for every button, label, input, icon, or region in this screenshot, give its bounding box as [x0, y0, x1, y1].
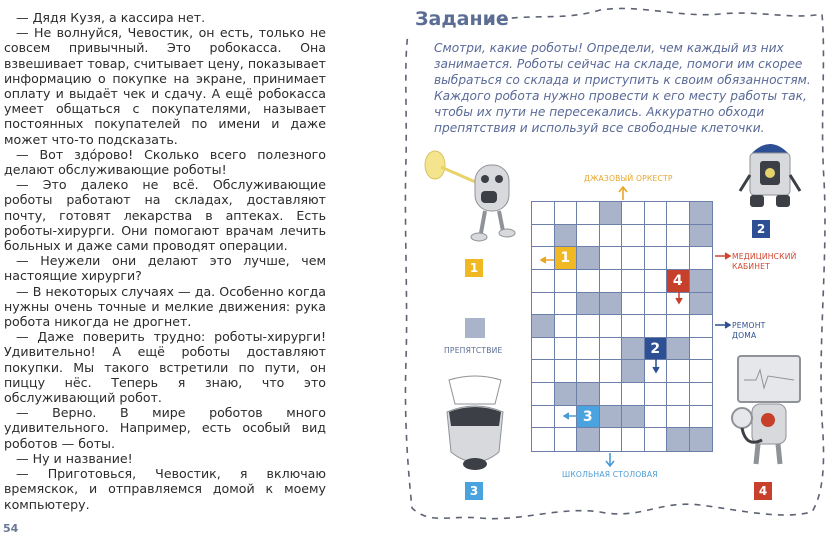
robot-1-badge: 1: [465, 259, 483, 277]
grid-cell-empty[interactable]: [690, 406, 713, 429]
grid-cell-empty[interactable]: [622, 383, 645, 406]
grid-cell-obstacle[interactable]: [690, 270, 713, 293]
grid-cell-empty[interactable]: [532, 293, 555, 316]
grid-cell-obstacle[interactable]: [555, 225, 578, 248]
grid-cell-obstacle[interactable]: [577, 428, 600, 451]
grid-cell-empty[interactable]: [690, 247, 713, 270]
story-paragraph: — Верно. В мире роботов много удивительного. Например, есть особый вид роботов — боты.: [4, 405, 326, 451]
story-paragraph: — Не волнуйся, Чевостик, он есть, только не совсем привычный. Это робокасса. Она взвешивает товар, считывает цену, показывает информацию о покупке на экране, принимает оплату и выдаёт чек и сдачу. А ещё робокасса умеет общаться с покупателями, называет постоянных покупателей по имени и даже может что-то подсказать.: [4, 25, 326, 147]
grid-cell-robot-3[interactable]: 3: [577, 406, 600, 429]
grid-cell-empty[interactable]: [532, 360, 555, 383]
maze-grid: [531, 201, 713, 452]
grid-cell-obstacle[interactable]: [690, 428, 713, 451]
grid-cell-empty[interactable]: [622, 225, 645, 248]
trumpet-robot-illustration: [415, 145, 525, 255]
grid-cell-empty[interactable]: [667, 406, 690, 429]
grid-cell-empty[interactable]: [667, 360, 690, 383]
repair-robot-illustration: [730, 135, 810, 215]
grid-cell-obstacle[interactable]: [577, 383, 600, 406]
arrow-down-icon: [605, 453, 615, 467]
grid-cell-empty[interactable]: [645, 202, 668, 225]
grid-cell-empty[interactable]: [622, 315, 645, 338]
grid-cell-empty[interactable]: [532, 225, 555, 248]
grid-cell-empty[interactable]: [600, 270, 623, 293]
grid-cell-empty[interactable]: [645, 293, 668, 316]
story-paragraph: — Приготовься, Чевостик, я включаю времяскок, и отправляемся домой к моему компьютеру.: [4, 466, 326, 512]
grid-cell-empty[interactable]: [667, 202, 690, 225]
grid-cell-empty[interactable]: [622, 202, 645, 225]
grid-cell-empty[interactable]: [577, 202, 600, 225]
grid-cell-obstacle[interactable]: [600, 406, 623, 429]
grid-cell-obstacle[interactable]: [577, 293, 600, 316]
grid-cell-obstacle[interactable]: [577, 247, 600, 270]
grid-cell-obstacle[interactable]: [667, 428, 690, 451]
grid-cell-empty[interactable]: [667, 247, 690, 270]
grid-cell-empty[interactable]: [577, 270, 600, 293]
arrow-down-icon: [652, 359, 660, 373]
grid-cell-empty[interactable]: [645, 406, 668, 429]
grid-cell-obstacle[interactable]: [600, 293, 623, 316]
robot-2-badge: 2: [752, 220, 770, 238]
grid-cell-obstacle[interactable]: [600, 202, 623, 225]
grid-cell-empty[interactable]: [555, 428, 578, 451]
robot-4-badge: 4: [754, 482, 772, 500]
grid-cell-robot-4[interactable]: 4: [667, 270, 690, 293]
grid-cell-empty[interactable]: [667, 225, 690, 248]
grid-cell-empty[interactable]: [555, 360, 578, 383]
grid-cell-empty[interactable]: [532, 406, 555, 429]
grid-cell-empty[interactable]: [667, 383, 690, 406]
grid-cell-empty[interactable]: [600, 247, 623, 270]
grid-cell-empty[interactable]: [532, 383, 555, 406]
grid-cell-empty[interactable]: [690, 338, 713, 361]
story-paragraph: — Даже поверить трудно: роботы-хирурги! Удивительно! А ещё роботы доставляют покупки. Мы такого встретили по пути, он пиццу нёс. Теперь я знаю, что это обслуживающий робот.: [4, 329, 326, 406]
grid-cell-empty[interactable]: [622, 428, 645, 451]
grid-cell-empty[interactable]: [645, 270, 668, 293]
grid-cell-empty[interactable]: [532, 202, 555, 225]
grid-cell-empty[interactable]: [690, 315, 713, 338]
grid-cell-obstacle[interactable]: [622, 406, 645, 429]
grid-cell-empty[interactable]: [577, 338, 600, 361]
grid-cell-robot-2[interactable]: 2: [645, 338, 668, 361]
destination-school-canteen: ШКОЛЬНАЯ СТОЛОВАЯ: [562, 470, 658, 479]
grid-cell-empty[interactable]: [600, 360, 623, 383]
obstacle-legend-label: ПРЕПЯТСТВИЕ: [444, 346, 503, 355]
grid-cell-empty[interactable]: [600, 225, 623, 248]
grid-cell-obstacle[interactable]: [690, 202, 713, 225]
grid-cell-empty[interactable]: [667, 315, 690, 338]
arrow-right-icon: [715, 321, 731, 329]
grid-cell-empty[interactable]: [555, 293, 578, 316]
grid-cell-empty[interactable]: [645, 315, 668, 338]
grid-cell-empty[interactable]: [645, 225, 668, 248]
story-paragraph: — Ну и название!: [16, 450, 133, 466]
destination-jazz-orchestra: ДЖАЗОВЫЙ ОРКЕСТР: [584, 174, 673, 183]
grid-cell-empty[interactable]: [622, 270, 645, 293]
grid-cell-empty[interactable]: [645, 247, 668, 270]
grid-cell-obstacle[interactable]: [622, 338, 645, 361]
robot-3-badge: 3: [465, 482, 483, 500]
grid-cell-empty[interactable]: [532, 270, 555, 293]
grid-cell-empty[interactable]: [577, 360, 600, 383]
task-title: Задание: [415, 8, 509, 30]
grid-cell-obstacle[interactable]: [622, 360, 645, 383]
arrow-left-icon: [563, 412, 577, 420]
grid-cell-robot-1[interactable]: 1: [555, 247, 578, 270]
left-page: [0, 0, 400, 540]
obstacle-legend-swatch: [465, 318, 485, 338]
grid-cell-empty[interactable]: [645, 428, 668, 451]
grid-cell-empty[interactable]: [577, 315, 600, 338]
grid-cell-empty[interactable]: [532, 428, 555, 451]
grid-cell-empty[interactable]: [600, 315, 623, 338]
grid-cell-empty[interactable]: [600, 383, 623, 406]
story-paragraph: — Вот здóрово! Сколько всего полезного делают обслуживающие роботы!: [4, 146, 326, 178]
grid-cell-empty[interactable]: [622, 247, 645, 270]
doctor-robot-illustration: [728, 352, 808, 472]
grid-cell-obstacle[interactable]: [690, 293, 713, 316]
chef-robot-illustration: [435, 372, 515, 472]
grid-cell-empty[interactable]: [555, 338, 578, 361]
grid-cell-empty[interactable]: [690, 383, 713, 406]
arrow-right-icon: [715, 252, 731, 260]
story-paragraph: — Дядя Кузя, а кассира нет.: [16, 10, 206, 25]
grid-cell-empty[interactable]: [555, 270, 578, 293]
page-number: 54: [3, 522, 19, 535]
grid-cell-empty[interactable]: [690, 360, 713, 383]
grid-cell-empty[interactable]: [555, 315, 578, 338]
story-paragraph: — В некоторых случаях — да. Особенно когда нужны очень точные и мелкие движения: рука робота никогда не дрогнет.: [4, 283, 326, 330]
story-paragraph: — Это далеко не всё. Обслуживающие роботы работают на складах, доставляют почту, готовят лекарства в аптеках. Есть роботы-хирурги. Они помогают врачам лечить больных и даже сами проводят операции.: [4, 177, 326, 254]
grid-cell-empty[interactable]: [645, 383, 668, 406]
destination-home-repair: РЕМОНТ ДОМА: [732, 321, 766, 340]
grid-cell-obstacle[interactable]: [555, 383, 578, 406]
arrow-left-icon: [540, 256, 554, 264]
destination-medical-office: МЕДИЦИНСКИЙ КАБИНЕТ: [732, 252, 797, 271]
grid-cell-obstacle[interactable]: [532, 315, 555, 338]
story-text: [4, 10, 326, 512]
grid-cell-empty[interactable]: [622, 293, 645, 316]
arrow-down-icon: [675, 290, 683, 304]
story-paragraph: — Неужели они делают это лучше, чем настоящие хирурги?: [4, 253, 326, 284]
grid-cell-obstacle[interactable]: [690, 225, 713, 248]
grid-cell-empty[interactable]: [600, 338, 623, 361]
grid-cell-obstacle[interactable]: [667, 338, 690, 361]
grid-cell-empty[interactable]: [555, 202, 578, 225]
grid-cell-empty[interactable]: [600, 428, 623, 451]
task-instructions: Смотри, какие роботы! Определи, чем каждый из них занимается. Роботы сейчас на складе, помоги им скорее выбраться со склада и приступить к своим обязанностям. Каждого робота нужно провести к его месту работы так, чтобы их пути не пересекались. Аккуратно обходи препятствия и используй все свободные клеточки.: [434, 41, 811, 135]
grid-cell-empty[interactable]: [577, 225, 600, 248]
grid-cell-empty[interactable]: [532, 338, 555, 361]
arrow-up-icon: [618, 186, 628, 200]
